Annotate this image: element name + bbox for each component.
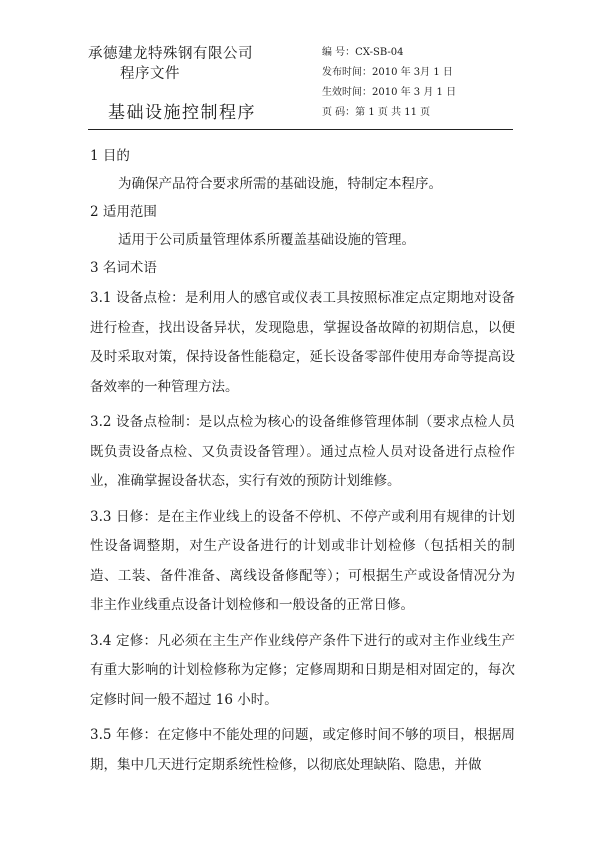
document-body [90,144,515,786]
procedure-title: 基础设施控制程序 [108,103,256,123]
definition-3-5: 3.5 年修：在定修中不能处理的问题，或定修时间不够的项目，根据周期，集中几天进行定期系统性检修，以彻底处理缺陷、隐患，并做 [90,727,515,773]
section-heading-scope: 2 适用范围 [90,204,157,220]
definition-3-3: 3.3 日修：是在主作业线上的设备不停机、不停产或利用有规律的计划性设备调整期，对生产设备进行的计划或非计划检修（包括相关的制造、工装、备件准备、离线设备修配等）；可根据生产或设备情况分为非主作业线重点设备计划检修和一般设备的正常日修。 [90,508,515,613]
section-text-scope: 适用于公司质量管理体系所覆盖基础设施的管理。 [118,232,415,248]
document-number: 编 号：CX-SB-04 [322,47,404,58]
header-divider [88,129,513,130]
section-heading-terms: 3 名词术语 [90,260,157,276]
issue-date: 发布时间：2010 年 3月 1 日 [322,67,453,78]
page-info: 页 码：第 1 页 共 11 页 [322,107,431,118]
document-type: 程序文件 [120,66,180,82]
definition-3-2: 3.2 设备点检制：是以点检为核心的设备维修管理体制（要求点检人员既负责设备点检、又负责设备管理）。通过点检人员对设备进行点检作业，准确掌握设备状态，实行有效的预防计划维修。 [90,414,515,489]
header-meta [322,43,456,123]
company-name: 承德建龙特殊钢有限公司 [88,46,253,62]
header-left [88,44,253,84]
definition-3-1: 3.1 设备点检：是利用人的感官或仪表工具按照标准定点定期地对设备进行检查，找出设备异状，发现隐患，掌握设备故障的初期信息，以便及时采取对策，保持设备性能稳定，延长设备零部件使用寿命等提高设备效率的一种管理方法。 [90,290,515,395]
definition-3-4: 3.4 定修：凡必须在主生产作业线停产条件下进行的或对主作业线生产有重大影响的计划检修称为定修；定修周期和日期是相对固定的，每次定修时间一般不超过 16 小时。 [90,632,515,708]
section-heading-purpose: 1 目的 [90,148,130,164]
effective-date: 生效时间：2010 年 3 月 1 日 [322,87,457,98]
section-text-purpose: 为确保产品符合要求所需的基础设施，特制定本程序。 [118,176,442,192]
